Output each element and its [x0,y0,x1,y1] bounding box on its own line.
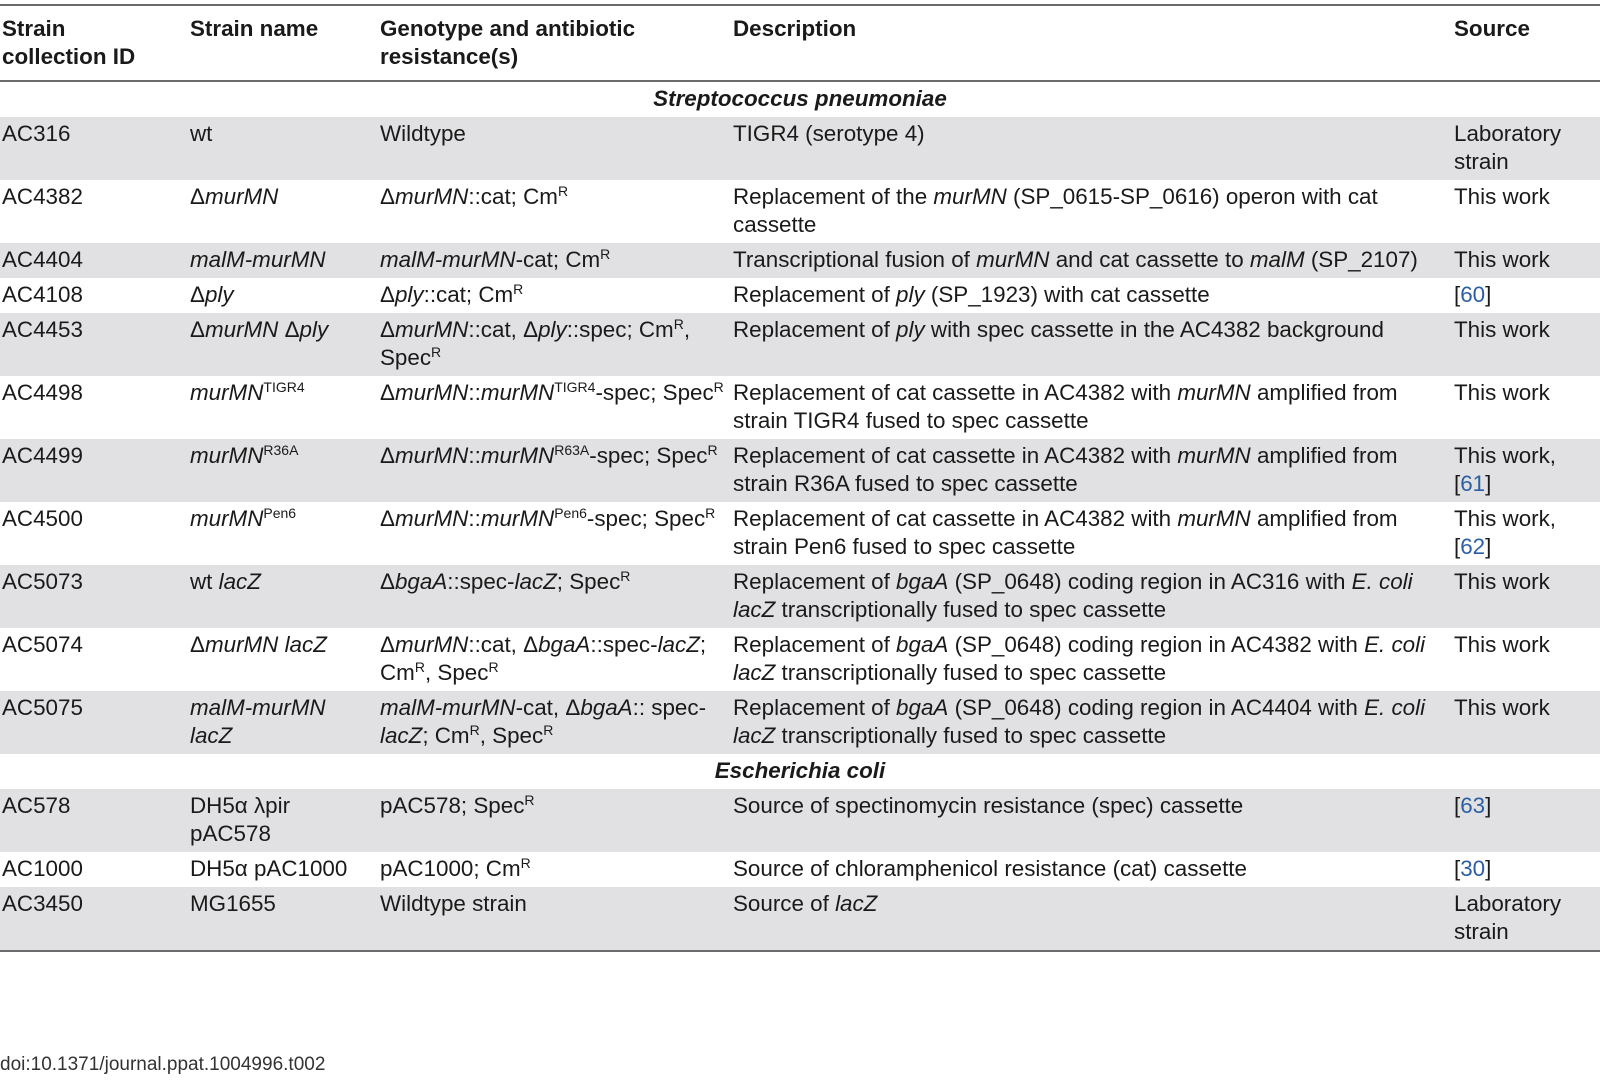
cell-description [733,376,1454,439]
text-segment: R [673,316,684,332]
text-segment: :: spec- [632,695,707,720]
cell-genotype [380,691,733,754]
cell-strain-name [190,691,380,754]
text-segment: bgaA [896,695,949,720]
cell-source [1454,887,1600,951]
text-segment: This work, [ [1454,443,1557,496]
cell-source [1454,117,1600,180]
text-segment: R36A [263,442,299,458]
cell-source [1454,243,1600,278]
text-segment: Replacement of cat cassette in AC4382 with [733,443,1178,468]
text-segment: ; Cm [380,632,707,685]
table-row [0,691,1600,754]
text-segment: Source of spectinomycin resistance (spec) cassette [733,793,1244,818]
text-segment: This work [1454,569,1550,594]
text-segment: R [488,659,499,675]
text-segment: This work [1454,695,1550,720]
text-segment: -spec; Spec [595,380,714,405]
cell-description [733,243,1454,278]
text-segment: R63A [554,442,590,458]
table-row [0,852,1600,887]
text-segment: transcriptionally fused to spec cassette [775,660,1167,685]
text-segment: ::cat; Cm [423,282,514,307]
cell-description [733,887,1454,951]
text-segment: lacZ [835,891,878,916]
text-segment: E. coli lacZ [733,695,1426,748]
text-segment: , Spec [380,317,691,370]
cell-genotype [380,376,733,439]
cell-description [733,852,1454,887]
cell-strain-name [190,565,380,628]
cell-genotype [380,887,733,951]
cell-description [733,439,1454,502]
header-row [0,5,1600,81]
reference-link[interactable]: 63 [1460,793,1486,818]
text-segment: Replacement of [733,632,897,657]
cell-strain-name [190,628,380,691]
text-segment: Wildtype [380,121,466,146]
text-segment: Δ [190,282,205,307]
cell-source [1454,313,1600,376]
table-row [0,789,1600,852]
text-segment: TIGR4 [554,379,596,395]
header-strain-collection-id: Strain collection ID [0,5,190,81]
text-segment: This work, [ [1454,506,1557,559]
text-segment: ply [299,317,329,342]
text-segment: murMN [190,380,264,405]
text-segment: R [557,183,569,199]
text-segment: Replacement of [733,282,897,307]
text-segment: murMN [394,380,469,405]
cell-source [1454,789,1600,852]
text-segment: R [707,442,718,458]
table-row [0,376,1600,439]
table-row [0,117,1600,180]
text-segment: , Spec [479,723,544,748]
cell-source [1454,376,1600,439]
text-segment: Replacement of the [733,184,934,209]
text-segment: (SP_0615-SP_0616) operon with cat cassette [733,184,1378,237]
text-segment: (SP_0648) coding region in AC4404 with [948,695,1365,720]
cell-collection-id: AC4500 [2,506,83,531]
cell-source [1454,180,1600,243]
cell-description [733,117,1454,180]
table-row [0,439,1600,502]
text-segment: amplified from strain Pen6 fused to spec cassette [733,506,1398,559]
table-row [0,180,1600,243]
reference-link[interactable]: 61 [1460,471,1486,496]
cell-collection-id: AC3450 [0,887,190,951]
text-segment: transcriptionally fused to spec cassette [775,723,1167,748]
text-segment: (SP_0648) coding region in AC4382 with [948,632,1365,657]
text-segment: malM-murMN [190,247,326,272]
text-segment: Δ [278,317,300,342]
text-segment: Δ [380,282,395,307]
cell-collection-id: AC4404 [2,247,83,272]
cell-strain-name [190,243,380,278]
text-segment: Replacement of [733,569,897,594]
text-segment: (SP_1923) with cat cassette [924,282,1210,307]
text-segment: murMN [190,443,264,468]
cell-collection-id: AC578 [2,793,71,818]
text-segment: Δ [380,184,395,209]
text-segment: bgaA [896,569,949,594]
cell-strain-name [190,852,380,887]
cell-strain-name [190,117,380,180]
cell-genotype [380,313,733,376]
cell-genotype [380,278,733,313]
text-segment: Δ [190,317,205,342]
text-segment: R [713,379,724,395]
text-segment: ::cat, Δ [468,632,539,657]
text-segment: with spec cassette in the AC4382 background [924,317,1384,342]
text-segment: R [469,722,480,738]
text-segment: ply [896,317,925,342]
text-segment: :: [468,506,481,531]
cell-strain-name [190,439,380,502]
text-segment: ::spec- [447,569,515,594]
text-segment: lacZ [657,632,700,657]
cell-genotype [380,565,733,628]
text-segment: ::spec; Cm [566,317,674,342]
cell-strain-name [190,278,380,313]
cell-source [1454,852,1600,887]
table-row [0,887,1600,951]
cell-genotype [380,852,733,887]
cell-strain-name [190,887,380,951]
section-title: Streptococcus pneumoniae [653,86,947,111]
text-segment: :: [468,380,481,405]
text-segment: malM-murMN [380,695,516,720]
text-segment: bgaA [896,632,949,657]
text-segment: R [431,344,442,360]
text-segment: malM-murMN [380,247,516,272]
text-segment: murMN [480,506,555,531]
cell-source [1454,691,1600,754]
cell-source [1454,565,1600,628]
cell-collection-id: AC4108 [2,282,83,307]
section-row [0,754,1600,789]
cell-collection-id: AC1000 [2,856,83,881]
text-segment: murMN [933,184,1007,209]
text-segment: [ [1454,856,1461,881]
text-segment: murMN [394,632,469,657]
text-segment: Δ [380,569,395,594]
text-segment: ply [538,317,567,342]
text-segment: amplified from strain R36A fused to spec cassette [733,443,1398,496]
text-segment: wt [190,121,213,146]
text-segment: lacZ [514,569,557,594]
text-segment: ; Spec [556,569,621,594]
text-segment: This work [1454,317,1550,342]
text-segment: murMN [976,247,1050,272]
text-segment: -spec; Spec [589,443,708,468]
text-segment: murMN [1177,506,1251,531]
cell-description [733,502,1454,565]
table-row [0,313,1600,376]
cell-genotype [380,628,733,691]
cell-source [1454,439,1600,502]
reference-link[interactable]: 30 [1460,856,1486,881]
text-segment: Source of chloramphenicol resistance (cat) cassette [733,856,1247,881]
section-row [0,81,1600,117]
text-segment: Laboratory strain [1454,891,1562,944]
text-segment: R [513,281,524,297]
text-segment: lacZ [218,569,261,594]
text-segment: Δ [190,184,205,209]
text-segment: ::spec- [590,632,658,657]
strain-table [0,4,1600,952]
cell-source [1454,278,1600,313]
text-segment: ply [394,282,424,307]
cell-source [1454,628,1600,691]
text-segment: bgaA [394,569,448,594]
text-segment: ply [896,282,925,307]
cell-description [733,628,1454,691]
text-segment: amplified from strain TIGR4 fused to spec cassette [733,380,1398,433]
text-segment: , Spec [424,660,489,685]
text-segment: Δ [380,632,395,657]
table-row [0,243,1600,278]
doi-caption: doi:10.1371/journal.ppat.1004996.t002 [0,1054,326,1075]
table-row [0,278,1600,313]
cell-description [733,691,1454,754]
text-segment: Laboratory strain [1454,121,1562,174]
text-segment: R [414,659,425,675]
text-segment: E. coli lacZ [733,632,1426,685]
text-segment: murMN [204,317,279,342]
text-segment: E. coli lacZ [733,569,1413,622]
cell-collection-id: AC5074 [2,632,83,657]
text-segment: R [600,246,611,262]
text-segment: :: [468,443,481,468]
text-segment: ] [1485,282,1492,307]
header-source: Source [1454,5,1600,81]
text-segment: Source of [733,891,836,916]
text-segment: Δ [190,632,205,657]
text-segment: This work [1454,380,1550,405]
text-segment: wt [190,569,219,594]
text-segment: R [524,792,535,808]
cell-description [733,278,1454,313]
text-segment: DH5α pAC1000 [190,856,348,881]
text-segment: R [520,855,531,871]
text-segment: -spec; Spec [586,506,706,531]
text-segment: murMN [204,184,279,209]
cell-strain-name [190,502,380,565]
cell-source [1454,502,1600,565]
text-segment: ::cat; Cm [468,184,558,209]
cell-description [733,565,1454,628]
cell-description [733,789,1454,852]
text-segment: bgaA [538,632,591,657]
text-segment: -cat; Cm [515,247,601,272]
text-segment: murMN [394,184,469,209]
text-segment: murMN [1177,443,1251,468]
text-segment: R [543,722,554,738]
cell-genotype [380,789,733,852]
text-segment: TIGR4 (serotype 4) [733,121,925,146]
text-segment: TIGR4 [263,379,305,395]
text-segment: Replacement of [733,317,897,342]
section-title: Escherichia coli [714,758,886,783]
text-segment: (SP_2107) [1304,247,1418,272]
text-segment: murMN lacZ [204,632,327,657]
text-segment: Replacement of cat cassette in AC4382 with [733,506,1178,531]
header-description: Description [733,5,1454,81]
header-genotype: Genotype and antibiotic resistance(s) [380,5,733,81]
text-segment: [ [1454,282,1461,307]
text-segment: murMN [190,506,264,531]
cell-collection-id: AC316 [2,121,71,146]
text-segment: R [705,505,716,521]
reference-link[interactable]: 60 [1460,282,1486,307]
reference-link[interactable]: 62 [1460,534,1486,559]
cell-genotype [380,180,733,243]
text-segment: murMN [394,506,469,531]
text-segment: pAC578; Spec [380,793,525,818]
cell-collection-id: AC5075 [2,695,83,720]
text-segment: lacZ [380,723,423,748]
text-segment: Pen6 [263,505,297,521]
text-segment: malM-murMN lacZ [190,695,326,748]
table-header [0,5,1600,81]
cell-strain-name [190,180,380,243]
text-segment: ] [1485,856,1492,881]
cell-genotype [380,243,733,278]
cell-genotype [380,117,733,180]
text-segment: ] [1485,793,1492,818]
text-segment: murMN [394,443,469,468]
cell-genotype [380,502,733,565]
table-row [0,502,1600,565]
text-segment: -cat, Δ [515,695,581,720]
cell-collection-id: AC4382 [2,184,83,209]
text-segment: Wildtype strain [380,891,527,916]
cell-strain-name [190,789,380,852]
text-segment: murMN [480,443,555,468]
header-strain-name: Strain name [190,5,380,81]
cell-strain-name [190,313,380,376]
cell-collection-id: AC5073 [2,569,83,594]
text-segment: ] [1485,534,1492,559]
text-segment: Δ [380,317,395,342]
text-segment: This work [1454,184,1550,209]
text-segment: ply [204,282,234,307]
text-segment: Δ [380,380,395,405]
table-body [0,81,1600,951]
text-segment: ; Cm [422,723,470,748]
text-segment: (SP_0648) coding region in AC316 with [948,569,1352,594]
text-segment: transcriptionally fused to spec cassette [775,597,1167,622]
text-segment: Pen6 [554,505,587,521]
text-segment: Δ [380,506,395,531]
text-segment: pAC1000; Cm [380,856,521,881]
table-row [0,628,1600,691]
cell-collection-id: AC4499 [2,443,83,468]
cell-description [733,180,1454,243]
text-segment: [ [1454,793,1461,818]
cell-collection-id: AC4453 [2,317,83,342]
text-segment: Replacement of cat cassette in AC4382 with [733,380,1178,405]
text-segment: ::cat, Δ [468,317,539,342]
text-segment: murMN [394,317,469,342]
text-segment: murMN [1177,380,1251,405]
text-segment: bgaA [580,695,633,720]
cell-collection-id: AC4498 [2,380,83,405]
text-segment: MG1655 [190,891,276,916]
text-segment: Δ [380,443,395,468]
text-segment: DH5α λpir pAC578 [190,793,291,846]
cell-strain-name [190,376,380,439]
text-segment: Replacement of [733,695,897,720]
table-row [0,565,1600,628]
cell-description [733,313,1454,376]
text-segment: ] [1485,471,1492,496]
text-segment: and cat cassette to [1049,247,1250,272]
cell-genotype [380,439,733,502]
text-segment: R [620,568,631,584]
text-segment: Transcriptional fusion of [733,247,977,272]
text-segment: This work [1454,247,1550,272]
text-segment: malM [1249,247,1305,272]
text-segment: This work [1454,632,1550,657]
text-segment: murMN [480,380,555,405]
